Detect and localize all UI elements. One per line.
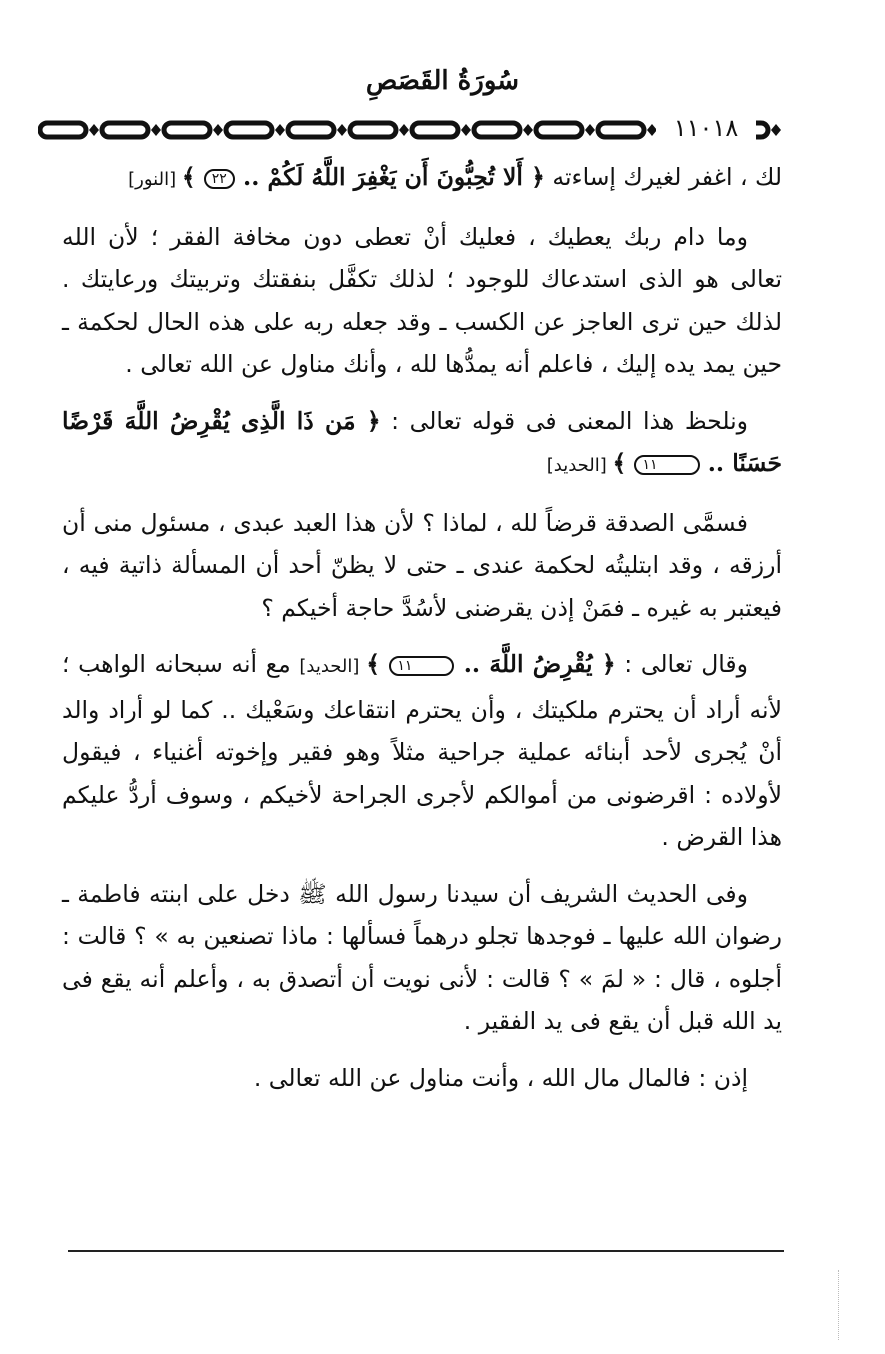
- paragraph-3: [62, 400, 782, 488]
- chain-diamond: [89, 124, 99, 136]
- paragraph-5-continuation: مع أنه سبحانه الواهب ؛ لأنه أراد أن يحترم ملكيتك ، وأن يحترم انتقاعك وسَعْيك .. كما لو أراد والد أنْ يُجرى لأحد أبنائه عملية جراحية مثلاً وهو فقير وإخوته أغنياء ، فيقول لأولاده : اقرضونى من أموالكم لأجرى الجراحة لأخيكم ، وسوف أردُّ عليكم هذا القرض .: [62, 650, 782, 851]
- surah-ref-2: [الحديد]: [546, 455, 613, 476]
- ayah-number-3: ١١: [389, 656, 454, 676]
- chain-link: [536, 123, 582, 137]
- quran-close-1: ﴾: [181, 163, 204, 191]
- quran-verse-1: ﴿ أَلا تُحِبُّونَ أَن يَغْفِرَ اللَّهُ لَكُمْ ..: [234, 163, 545, 191]
- chain-diamond: [151, 124, 161, 136]
- paragraph-1: [62, 156, 782, 202]
- paragraph-6: وفى الحديث الشريف أن سيدنا رسول الله ﷺ دخل على ابنته فاطمة ـ رضوان الله عليها ـ فوجدها تجلو درهماً فسألها : ماذا تصنعين به » ؟ قالت : أجلوه ، قال : « لمَ » ؟ قالت : لأنى نويت أن أتصدق به ، وأعلم أنه يقع فى يد الله قبل أن يقع فى يد الفقير .: [62, 879, 782, 1035]
- surah-header-title: سُورَةُ القَصَصِ: [365, 66, 520, 96]
- chain-diamond: [337, 124, 347, 136]
- quran-close-2: ﴾: [612, 449, 635, 477]
- paragraph-2: وما دام ربك يعطيك ، فعليك أنْ تعطى دون مخافة الفقر ؛ لأن الله تعالى هو الذى استدعاك للوجود ؛ لذلك تكفَّل بنفقتك وتربيتك ورعايتك . لذلك حين ترى العاجز عن الكسب ـ وقد جعله ربه على هذه الحال لحكمة ـ حين يمد يده إليك ، فاعلم أنه يمدُّها لله ، وأنك مناول عن الله تعالى .: [62, 222, 782, 378]
- chain-link: [412, 123, 458, 137]
- chain-link: [226, 123, 272, 137]
- chain-diamond: [213, 124, 223, 136]
- ayah-number-1: ٢٢: [204, 169, 235, 189]
- margin-dots: [838, 1270, 843, 1340]
- paragraph-3-text: ونلحظ هذا المعنى فى قوله تعالى :: [380, 406, 748, 435]
- chain-diamond: [523, 124, 533, 136]
- ayah-number-2: ١١: [634, 455, 699, 475]
- chain-link: [598, 123, 644, 137]
- paragraph-4: فسمَّى الصدقة قرضاً لله ، لماذا ؟ لأن هذا العبد عبدى ، مسئول منى أن أرزقه ، وقد ابتليتُه لحكمة عندى ـ حتى لا يظنّ أحد أن المسألة ذاتية فيه ، فيعتبر به غيره ـ فمَنْ إذن يقرضنى لأسُدَّ حاجة أخيكم ؟: [62, 508, 782, 622]
- chain-link: [40, 123, 86, 137]
- chain-link: [350, 123, 396, 137]
- quran-close-3: ﴾: [366, 650, 390, 678]
- paragraph-1-text: لك ، اغفر لغيرك إساءته: [544, 163, 782, 191]
- footer-rule: [68, 1250, 784, 1252]
- page-number: ١١٠١٨: [656, 112, 756, 144]
- chain-link: [164, 123, 210, 137]
- surah-ref-3: [الحديد]: [299, 656, 367, 677]
- paragraph-5: [62, 643, 782, 859]
- chain-link: [102, 123, 148, 137]
- surah-ref-1: [النور]: [128, 169, 182, 190]
- page-body-text: [62, 156, 782, 1113]
- chain-diamond: [399, 124, 409, 136]
- chain-link: [474, 123, 520, 137]
- paragraph-7: إذن : فالمال مال الله ، وأنت مناول عن الله تعالى .: [253, 1063, 748, 1092]
- chain-diamond: [585, 124, 595, 136]
- paragraph-5-text: وقال تعالى :: [615, 650, 749, 678]
- chain-link: [288, 123, 334, 137]
- chain-diamond: [275, 124, 285, 136]
- quran-verse-2: ﴿ مَن ذَا الَّذِى يُقْرِضُ اللَّهَ قَرْضًا حَسَنًا ..: [62, 406, 782, 477]
- chain-diamond: [461, 124, 471, 136]
- chain-diamond: [771, 124, 781, 136]
- quran-verse-3: ﴿ يُقْرِضُ اللَّهَ ..: [454, 650, 616, 678]
